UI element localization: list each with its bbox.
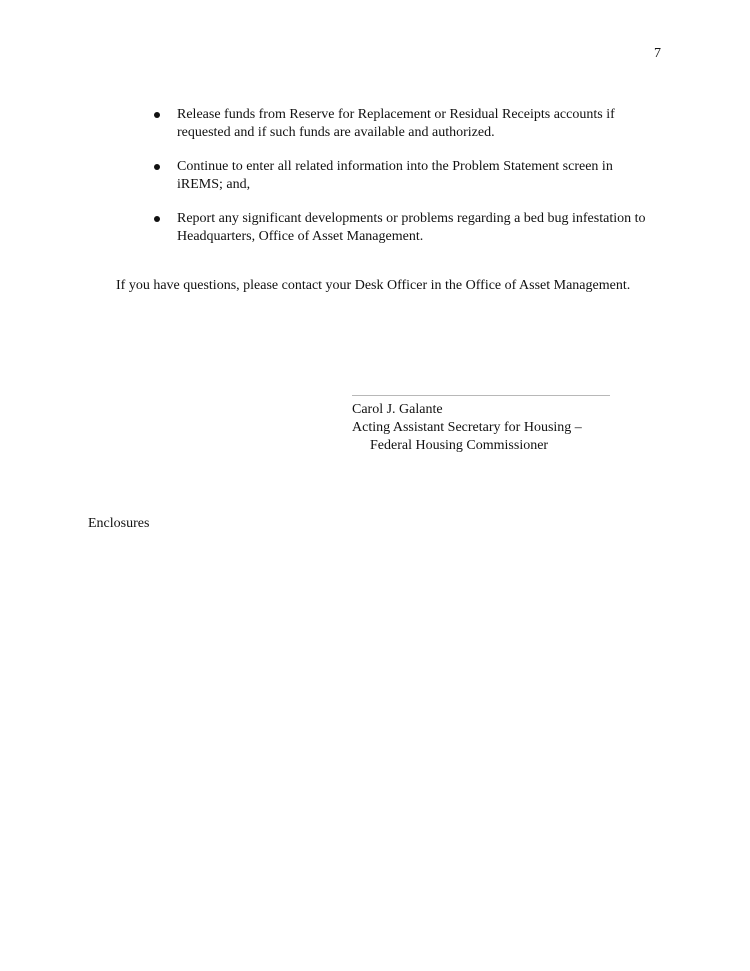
- list-item: [152, 158, 662, 194]
- action-bullet-list: [152, 106, 662, 262]
- list-item: [152, 210, 662, 246]
- bullet-icon: [154, 112, 160, 118]
- bullet-icon: [154, 164, 160, 170]
- bullet-text: Release funds from Reserve for Replacement or Residual Receipts accounts if requested and if such funds are available and authorized.: [177, 107, 615, 140]
- list-item: [152, 106, 662, 142]
- signatory-title-continued: Federal Housing Commissioner: [370, 438, 549, 453]
- closing-paragraph: If you have questions, please contact your Desk Officer in the Office of Asset Management.: [116, 278, 631, 293]
- signature-line: [352, 395, 610, 396]
- enclosures-label: Enclosures: [88, 516, 150, 531]
- bullet-icon: [154, 216, 160, 222]
- signatory-name: Carol J. Galante: [352, 402, 443, 417]
- bullet-text: Report any significant developments or problems regarding a bed bug infestation to Headquarters, Office of Asset Management.: [177, 211, 646, 244]
- bullet-text: Continue to enter all related information into the Problem Statement screen in iREMS; and,: [177, 159, 613, 192]
- signatory-title: Acting Assistant Secretary for Housing –: [352, 420, 582, 435]
- signature-block: [352, 395, 612, 455]
- page-number: 7: [654, 46, 661, 61]
